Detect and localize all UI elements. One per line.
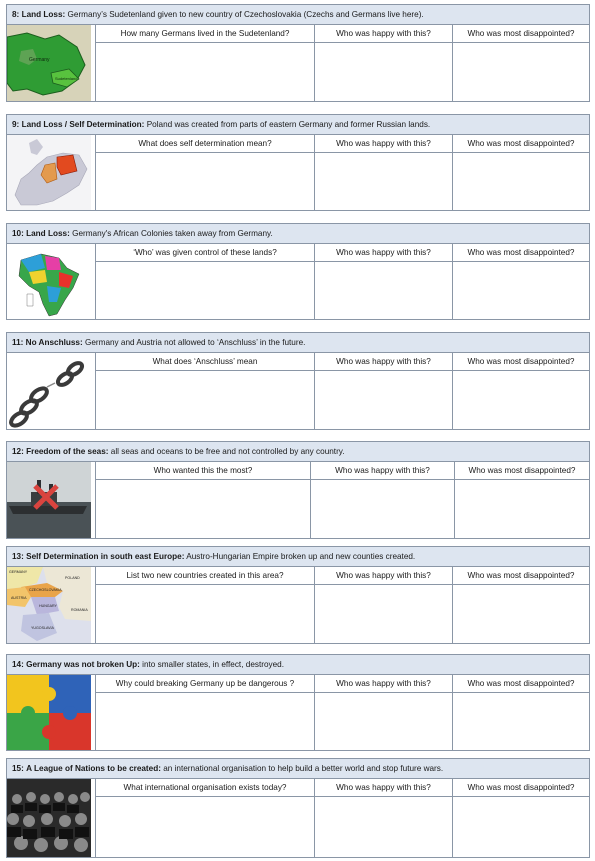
disappointed-header: Who was most disappointed?: [468, 466, 576, 475]
map-label: ROMANIA: [71, 608, 88, 612]
answer-grid: [95, 567, 589, 643]
section-title: Freedom of the seas:: [26, 447, 109, 456]
section-number: 13:: [12, 552, 24, 561]
answer-box[interactable]: [96, 480, 311, 538]
answer-box[interactable]: [315, 153, 453, 210]
question-cell: Who wanted this the most?: [96, 462, 311, 479]
section-number: 8:: [12, 10, 20, 19]
section-9: [6, 114, 590, 211]
map-label: AUSTRIA: [11, 596, 27, 600]
section-number: 15:: [12, 764, 24, 773]
answer-box[interactable]: [315, 797, 453, 857]
answer-box[interactable]: [315, 371, 453, 429]
section-number: 12:: [12, 447, 24, 456]
jigsaw-puzzle-image: [7, 675, 91, 750]
answer-box[interactable]: [96, 585, 315, 643]
section-title: Land Loss:: [26, 229, 70, 238]
section-title: A League of Nations to be created:: [26, 764, 161, 773]
europe-map-image: [7, 135, 91, 210]
happy-header: Who was happy with this?: [315, 135, 453, 152]
happy-header: Who was happy with this?: [315, 567, 453, 584]
section-14: [6, 654, 590, 751]
section-number: 9:: [12, 120, 20, 129]
broken-chain-image: [7, 353, 91, 429]
answer-box[interactable]: [96, 693, 315, 750]
answer-box[interactable]: [453, 153, 589, 210]
section-header: [7, 224, 589, 244]
section-header: [7, 115, 589, 135]
question-cell: ‘Who’ was given control of these lands?: [96, 244, 315, 261]
answer-box[interactable]: [455, 480, 589, 538]
answer-grid: [95, 779, 589, 857]
answer-box[interactable]: [96, 43, 315, 101]
map-label: GERMANY: [9, 570, 28, 574]
answer-box[interactable]: [315, 585, 453, 643]
league-of-nations-photo: [7, 779, 91, 857]
answer-box[interactable]: [96, 371, 315, 429]
disappointed-header: Who was most disappointed?: [467, 29, 575, 38]
question-cell: What international organisation exists today?: [96, 779, 315, 796]
answer-box[interactable]: [453, 693, 589, 750]
disappointed-header: Who was most disappointed?: [467, 783, 575, 792]
section-header: [7, 547, 589, 567]
question-cell: List two new countries created in this area?: [96, 567, 315, 584]
section-text: an international organisation to help build a better world and stop future wars.: [163, 764, 444, 773]
question-row: [96, 567, 589, 585]
section-header: [7, 759, 589, 779]
section-number: 11:: [12, 338, 24, 347]
section-text: into smaller states, in effect, destroyed.: [142, 660, 284, 669]
section-13: [6, 546, 590, 644]
answer-box[interactable]: [315, 43, 453, 101]
section-text: Germany's African Colonies taken away from Germany.: [72, 229, 273, 238]
section-text: Poland was created from parts of eastern Germany and former Russian lands.: [146, 120, 431, 129]
section-11: [6, 332, 590, 430]
answer-row: [96, 43, 589, 101]
answer-grid: [95, 135, 589, 210]
map-label: Sudetenland: [55, 76, 78, 81]
question-row: [96, 135, 589, 153]
answer-box[interactable]: [453, 371, 589, 429]
answer-grid: [95, 353, 589, 429]
answer-box[interactable]: [96, 262, 315, 319]
question-row: [96, 353, 589, 371]
answer-row: [96, 480, 589, 538]
answer-grid: [95, 244, 589, 319]
map-label: CZECHOSLOVAKIA: [29, 588, 62, 592]
disappointed-header: Who was most disappointed?: [467, 139, 575, 148]
question-row: [96, 462, 589, 480]
section-number: 14:: [12, 660, 24, 669]
happy-header: Who was happy with this?: [315, 25, 453, 42]
section-title: Self Determination in south east Europe:: [26, 552, 185, 561]
question-row: [96, 675, 589, 693]
map-label: HUNGARY: [39, 604, 57, 608]
question-cell: Why could breaking Germany up be dangerous ?: [96, 675, 315, 692]
happy-header: Who was happy with this?: [315, 779, 453, 796]
happy-header: Who was happy with this?: [315, 353, 453, 370]
answer-grid: [95, 675, 589, 750]
section-number: 10:: [12, 229, 24, 238]
section-title: Germany was not broken Up:: [26, 660, 140, 669]
disappointed-header: Who was most disappointed?: [467, 571, 575, 580]
answer-box[interactable]: [453, 43, 589, 101]
section-header: [7, 333, 589, 353]
section-title: No Anschluss:: [25, 338, 83, 347]
africa-map-image: [7, 244, 91, 319]
question-row: [96, 25, 589, 43]
section-header: [7, 442, 589, 462]
section-8: [6, 4, 590, 102]
disappointed-header: Who was most disappointed?: [467, 679, 575, 688]
disappointed-header: Who was most disappointed?: [467, 357, 575, 366]
question-row: [96, 779, 589, 797]
question-cell: What does ‘Anschluss’ mean: [96, 353, 315, 370]
answer-row: [96, 153, 589, 210]
happy-header: Who was happy with this?: [315, 675, 453, 692]
answer-row: [96, 371, 589, 429]
section-header: [7, 655, 589, 675]
map-label: YUGOSLAVIA: [31, 626, 54, 630]
answer-box[interactable]: [96, 797, 315, 857]
answer-grid: [95, 25, 589, 101]
section-text: Austro-Hungarian Empire broken up and new counties created.: [186, 552, 416, 561]
question-cell: What does self determination mean?: [96, 135, 315, 152]
section-title: Land Loss / Self Determination:: [21, 120, 145, 129]
answer-row: [96, 797, 589, 857]
section-text: all seas and oceans to be free and not controlled by any country.: [110, 447, 345, 456]
answer-box[interactable]: [96, 153, 315, 210]
section-15: [6, 758, 590, 858]
section-header: [7, 5, 589, 25]
map-label: POLAND: [65, 576, 80, 580]
answer-grid: [95, 462, 589, 538]
answer-row: [96, 585, 589, 643]
warship-image: [7, 462, 91, 538]
answer-box[interactable]: [311, 480, 455, 538]
south-east-europe-map-image: [7, 567, 91, 643]
section-10: [6, 223, 590, 320]
answer-box[interactable]: [453, 262, 589, 319]
map-label: Germany: [29, 57, 50, 63]
happy-header: Who was happy with this?: [311, 462, 455, 479]
happy-header: Who was happy with this?: [315, 244, 453, 261]
answer-box[interactable]: [453, 797, 589, 857]
section-text: Germany and Austria not allowed to ‘Anschluss’ in the future.: [84, 338, 306, 347]
answer-row: [96, 693, 589, 750]
answer-box[interactable]: [315, 262, 453, 319]
section-title: Land Loss:: [21, 10, 66, 19]
answer-box[interactable]: [453, 585, 589, 643]
question-cell: How many Germans lived in the Sudetenland?: [96, 25, 315, 42]
disappointed-header: Who was most disappointed?: [467, 248, 575, 257]
answer-row: [96, 262, 589, 319]
section-text: Germany’s Sudetenland given to new country of Czechoslovakia (Czechs and Germans live here).: [67, 10, 424, 19]
question-row: [96, 244, 589, 262]
section-12: [6, 441, 590, 539]
germany-map-image: [7, 25, 91, 101]
answer-box[interactable]: [315, 693, 453, 750]
